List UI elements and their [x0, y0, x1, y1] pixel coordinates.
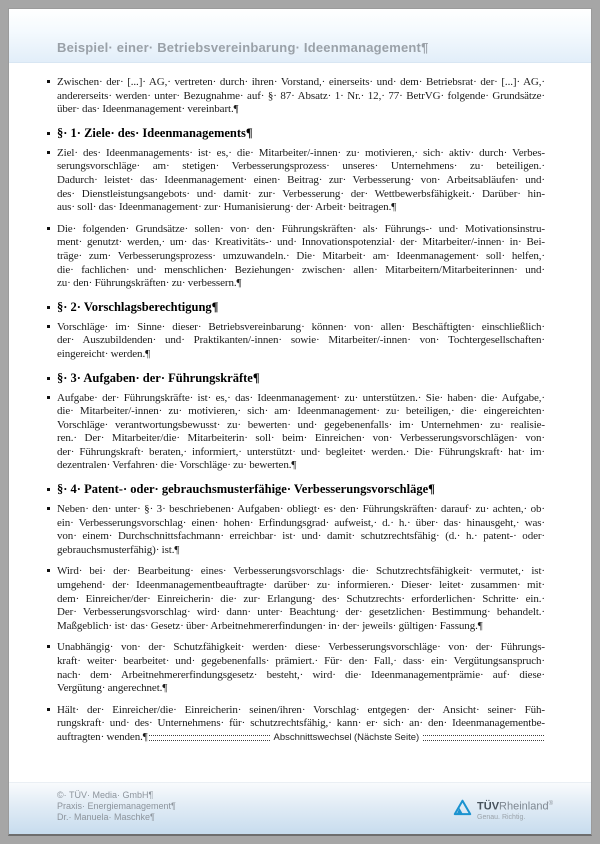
- paragraph-line: gebrauchsmusterfähig)· ist.¶: [57, 543, 180, 556]
- paragraph-line: ren.· Der· Mitarbeiter/die· Mitarbeiterin· soll· beim· Einreichen· von· Verbesserungsvorschlägen· von·: [57, 432, 545, 445]
- bullet-icon: [47, 488, 50, 491]
- logo-wordmark: TÜVRheinland®: [477, 800, 553, 813]
- paragraph-line: der· Auszubildenden· und· Praktikanten/-innen· sowie· Mitarbeiter/-innen· von· Tochtergesellschaften·: [57, 334, 545, 347]
- section-heading: [57, 300, 545, 315]
- paragraph-line: Maßgeblich· ist· das· Gesetz· über· Arbeitnehmererfindungen· in· der· jeweils· gültigen· Fassung.¶: [57, 619, 483, 632]
- paragraph-line: Dadurch· leistet· das· Ideenmanagement· einen· Beitrag· zur· Verbesserung· von· Arbeitsabläufen· und·: [57, 173, 545, 186]
- paragraph-line: Vorschläge· im· Sinne· dieser· Betriebsvereinbarung· können· von· allen· Beschäftigten· einschließlich·: [57, 320, 545, 333]
- paragraph-line: Die· folgenden· Grundsätze· sollen· von· den· Führungskräften· als· Führungs-· und· Motivationsinstru-: [57, 222, 545, 235]
- paragraph-line: andererseits· werden· unter· Bezugnahme· auf· §· 87· Absatz· 1· Nr.· 12,· 77· BetrVG· folgende· Grundsätze·: [57, 89, 545, 102]
- section-break-dotted-line: [149, 735, 270, 741]
- paragraph-line: dem· Einreicher/der· Einreicherin· die· zur· Erlangung· des· Schutzrechts· erforderlichen· Schritte· ein.·: [57, 592, 545, 605]
- page-header-band: [9, 9, 591, 63]
- bullet-icon: [47, 507, 50, 510]
- bullet-icon: [47, 306, 50, 309]
- bullet-icon: [47, 708, 50, 711]
- paragraph-line: von· einem· Durchschnittsfachmann· erreichbar· ist· und· damit· schutzrechtsfähig· (d.· h.· patent-· oder·: [57, 530, 545, 543]
- paragraph: [57, 565, 545, 633]
- paragraph-line: Vorschläge· verantwortungsbewusst· zu· bewerten· und· gegebenenfalls· im· Unternehmen· zu· realisie-: [57, 418, 545, 431]
- tuv-rheinland-logo: [453, 798, 553, 834]
- bullet-icon: [47, 80, 50, 83]
- bullet-icon: [47, 325, 50, 328]
- logo-text: [477, 798, 553, 822]
- paragraph: [57, 503, 545, 557]
- paragraph-line: träge· zum· Verbesserungsprozess· umzuwandeln.· Die· Mitarbeit· am· Ideenmanagement· soll· helfen,·: [57, 249, 545, 262]
- page-footer-band: [9, 782, 591, 834]
- footer-line-series: Praxis· Energiemanagement¶: [57, 801, 176, 811]
- bullet-icon: [47, 645, 50, 648]
- paragraph-line: der· Führungskraft· beraten,· informiert,· unterstützt· und· begleitet· werden.· Die· Führungskraft· hat· im·: [57, 445, 545, 458]
- paragraph-line: auftragten· wenden.¶: [57, 730, 148, 743]
- paragraph-line: Der· Verbesserungsvorschlag· wird· dann· unter· Beachtung· der· gesetzlichen· Bestimmung· behandelt.·: [57, 606, 545, 619]
- section-heading: [57, 371, 545, 386]
- bullet-icon: [47, 227, 50, 230]
- paragraph-line: Neben· den· unter· §· 3· beschriebenen· Aufgaben· obliegt· es· den· Führungskräften· darauf· zu· achten,· ob·: [57, 503, 545, 516]
- paragraph-line-with-section-break: [57, 731, 545, 745]
- paragraph-line: zu· den· Führungskräften· zu· verbessern.¶: [57, 277, 242, 290]
- paragraph-line: die· Mitarbeiter/-innen· zu· motivieren,· sich· am· Ideenmanagement· zu· beteiligen,· die· eingereichten·: [57, 405, 545, 418]
- paragraph-line: rungskraft· und· des· Unternehmens· für· schutzrechtsfähig,· kann· er· sich· an· den· Ideenmanagementbe-: [57, 717, 545, 730]
- paragraph-line: Wird· bei· der· Bearbeitung· eines· Verbesserungsvorschlags· die· Schutzrechtsfähigkeit· vermutet,· ist·: [57, 565, 545, 578]
- footer-line-author: Dr.· Manuela· Maschke¶: [57, 812, 155, 822]
- section-heading: [57, 126, 545, 141]
- bullet-icon: [47, 377, 50, 380]
- logo-tagline: Genau. Richtig.: [477, 813, 526, 821]
- bullet-icon: [47, 132, 50, 135]
- paragraph: [57, 321, 545, 362]
- bullet-icon: [47, 396, 50, 399]
- paragraph-line: Zwischen· der· [...]· AG,· vertreten· durch· ihren· Vorstand,· einerseits· und· dem· Betriebsrat· der· [...]· AG,·: [57, 76, 545, 88]
- paragraph-line: Ziel· des· Ideenmanagements· ist· es,· die· Mitarbeiter/-innen· zu· motivieren,· sich· aktiv· durch· Verbes-: [57, 146, 545, 159]
- section-heading-text: §· 3· Aufgaben· der· Führungskräfte¶: [57, 370, 260, 385]
- paragraph: [57, 641, 545, 695]
- section-break-dotted-line: [423, 735, 544, 741]
- paragraph-line: Hält· der· Einreicher/die· Einreicherin· seinen/ihren· Vorschlag· entgegen· der· Ansicht· seiner· Füh-: [57, 703, 545, 716]
- paragraph-line: Aufgabe· der· Führungskräfte· ist· es,· das· Ideenmanagement· zu· unterstützen.· Sie· haben· die· Aufgabe,·: [57, 391, 545, 404]
- document-body: [9, 63, 591, 745]
- paragraph-line: ment· genutzt· werden,· um· das· Kreativitäts-· und· Innovationspotenzial· der· Mitarbeiter/-innen· in· Bei-: [57, 236, 545, 249]
- paragraph: [57, 223, 545, 291]
- paragraph-line: kraft· weiter· bearbeitet· und· gegebenenfalls· prämiert.· Für· den· Fall,· dass· ein· Vergütungsanspruch·: [57, 655, 545, 667]
- section-heading-text: §· 1· Ziele· des· Ideenmanagements¶: [57, 125, 253, 140]
- tuv-triangle-icon: [453, 799, 472, 821]
- bullet-icon: [47, 569, 50, 572]
- paragraph-line: Vergütung· angerechnet.¶: [57, 682, 168, 695]
- section-heading: [57, 482, 545, 497]
- section-break-label: Abschnittswechsel (Nächste Seite): [273, 731, 420, 743]
- paragraph-line: Unabhängig· von· der· Schutzfähigkeit· werden· diese· Verbesserungsvorschläge· von· der· Führungs-: [57, 641, 545, 654]
- paragraph: [57, 76, 545, 117]
- paragraph-line: eingereicht· werden.¶: [57, 347, 150, 360]
- document-title: Beispiel· einer· Betriebsvereinbarung· Ideenmanagement¶: [57, 40, 429, 55]
- paragraph: [57, 704, 545, 745]
- paragraph-line: über· das· Ideenmanagement· vereinbart.¶: [57, 103, 239, 116]
- paragraph-line: serungsvorschläge· am· stetigen· Verbesserungsprozess· unseres· Unternehmens· zu· beteiligen.·: [57, 160, 545, 173]
- paragraph-line: dezentralen· Verfahren· die· Vorschläge· zu· bewerten.¶: [57, 459, 297, 472]
- paragraph-line: ein· Verbesserungsvorschlag· einen· hohen· Erfindungsgrad· aufweist,· d.· h.· über· das· hinausgeht,· was·: [57, 516, 545, 529]
- paragraph: [57, 147, 545, 215]
- section-heading-text: §· 4· Patent-· oder· gebrauchsmusterfähige· Verbesserungsvorschläge¶: [57, 482, 435, 497]
- paragraph-line: des· Dienstleistungsangebots· und· damit· zur· Verbesserung· der· Wettbewerbsfähigkeit.· Darüber· hin-: [57, 187, 545, 200]
- document-page: [8, 8, 592, 836]
- paragraph-line: umgehend· der· Ideenmanagementbeauftragte· darüber· zu· informieren.· Dieser· leitet· zusammen· mit·: [57, 579, 545, 592]
- paragraph-line: aus· soll· das· Ideenmanagement· zur· Humanisierung· der· Arbeit· beitragen.¶: [57, 201, 397, 214]
- bullet-icon: [47, 151, 50, 154]
- paragraph-line: nach· dem· Arbeitnehmererfindungsgesetz· besteht,· wird· die· Ideenmanagementprämie· auf· diese·: [57, 668, 545, 681]
- paragraph: [57, 392, 545, 474]
- section-heading-text: §· 2· Vorschlagsberechtigung¶: [57, 299, 219, 314]
- footer-credits: [9, 783, 176, 834]
- footer-line-copyright: ©· TÜV· Media· GmbH¶: [57, 790, 154, 800]
- paragraph-line: die· fachlichen· und· menschlichen· Beziehungen· zwischen· allen· Mitarbeitern/Mitarbeiterinnen· und·: [57, 263, 545, 276]
